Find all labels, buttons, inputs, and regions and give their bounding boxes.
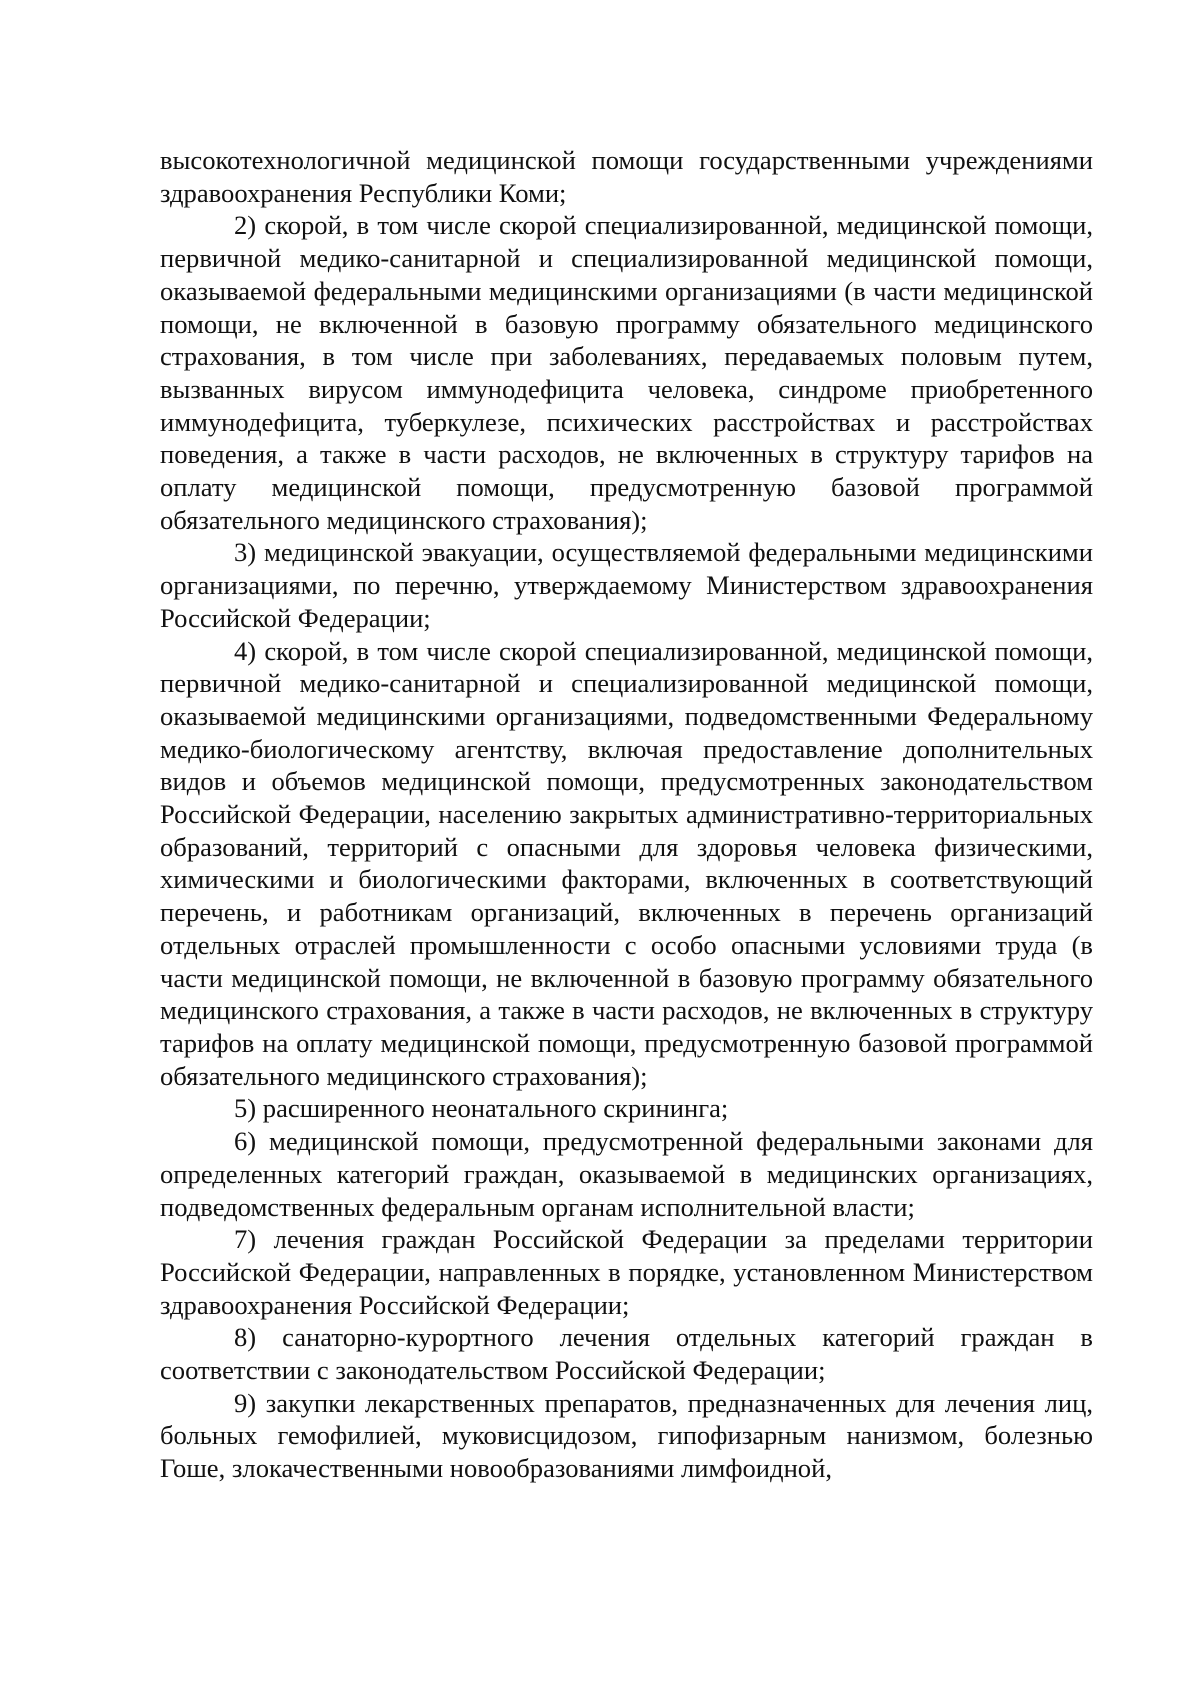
- paragraph-item-5: 5) расширенного неонатального скрининга;: [234, 1093, 729, 1124]
- paragraph-item-6: 6) медицинской помощи, предусмотренной федеральными законами для определенных категорий граждан, оказываемой в медицинских организациях, подведомственных федеральным органам исполнительной власти;: [160, 1126, 1093, 1222]
- paragraph-item-4: 4) скорой, в том числе скорой специализированной, медицинской помощи, первичной медико-санитарной и специализированной медицинской помощи, оказываемой медицинскими организациями, подведомственными Федеральному медико-биологическому агентству, включая предоставление дополнительных видов и объемов медицинской помощи, предусмотренных законодательством Российской Федерации, населению закрытых административно-территориальных образований, территорий с опасными для здоровья человека физическими, химическими и биологическими факторами, включенных в соответствующий перечень, и работникам организаций, включенных в перечень организаций отдельных отраслей промышленности с особо опасными условиями труда (в части медицинской помощи, не включенной в базовую программу обязательного медицинского страхования, а также в части расходов, не включенных в структуру тарифов на оплату медицинской помощи, предусмотренную базовой программой обязательного медицинского страхования);: [160, 635, 1093, 1091]
- paragraph-item-9: 9) закупки лекарственных препаратов, предназначенных для лечения лиц, больных гемофилией, муковисцидозом, гипофизарным нанизмом, болезнью Гоше, злокачественными новообразованиями лимфоидной,: [160, 1387, 1093, 1484]
- paragraph-item-8: 8) санаторно-курортного лечения отдельных категорий граждан в соответствии с законодательством Российской Федерации;: [160, 1322, 1093, 1386]
- document-page: [160, 144, 1093, 1485]
- paragraph-continuation: высокотехнологичной медицинской помощи государственными учреждениями здравоохранения Республики Коми;: [160, 145, 1093, 208]
- paragraph-item-2: 2) скорой, в том числе скорой специализированной, медицинской помощи, первичной медико-санитарной и специализированной медицинской помощи, оказываемой федеральными медицинскими организациями (в части медицинской помощи, не включенной в базовую программу обязательного медицинского страхования, в том числе при заболеваниях, передаваемых половым путем, вызванных вирусом иммунодефицита человека, синдроме приобретенного иммунодефицита, туберкулезе, психических расстройствах и расстройствах поведения, а также в части расходов, не включенных в структуру тарифов на оплату медицинской помощи, предусмотренную базовой программой обязательного медицинского страхования);: [160, 210, 1093, 535]
- paragraph-item-7: 7) лечения граждан Российской Федерации за пределами территории Российской Федерации, направленных в порядке, установленном Министерством здравоохранения Российской Федерации;: [160, 1224, 1093, 1320]
- paragraph-item-3: 3) медицинской эвакуации, осуществляемой федеральными медицинскими организациями, по перечню, утверждаемому Министерством здравоохранения Российской Федерации;: [160, 537, 1093, 633]
